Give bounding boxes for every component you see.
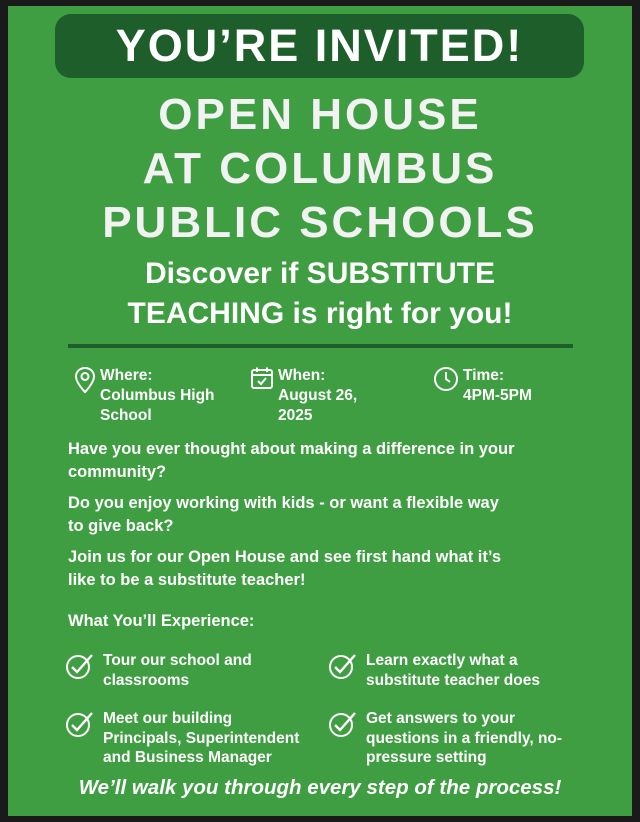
where-value: School [100,407,152,424]
calendar-icon [250,366,274,390]
checkmark-circle-icon [328,652,358,680]
when-value: 2025 [278,407,313,424]
paragraph-line: to give back? [68,517,174,535]
paragraph [68,492,588,538]
checkmark-circle-icon [65,652,95,680]
paragraph [68,438,588,484]
paragraph-line: Have you ever thought about making a difference in your [68,440,515,458]
experience-title: What You’ll Experience: [68,612,255,630]
where-value: Columbus High [100,387,215,404]
when-label: When: [278,367,326,384]
experience-item [328,709,562,768]
where-label: Where: [100,367,153,384]
when-detail [250,366,357,426]
location-pin-icon [74,366,96,394]
experience-item-line: Tour our school and [103,652,252,669]
checkmark-circle-icon [328,710,358,738]
headline-line: OPEN HOUSE [158,90,482,139]
experience-item-line: classrooms [103,671,190,689]
tagline: We’ll walk you through every step of the process! [78,776,562,799]
time-value: 4PM-5PM [463,387,532,404]
when-value: August 26, [278,387,358,404]
where-detail [74,366,215,426]
paragraph [68,546,588,592]
experience-item-line: pressure setting [366,749,487,766]
experience-item [65,651,252,690]
headline-line: AT COLUMBUS [142,144,498,193]
experience-item-line: and Business Manager [103,749,272,766]
experience-item-line: questions in a friendly, no- [366,729,563,747]
experience-item-line: Learn exactly what a [366,652,518,669]
headline [8,88,632,250]
banner-text: YOU’RE INVITED! [115,20,524,71]
paragraph-line: Join us for our Open House and see first hand what it’s [68,548,502,566]
paragraph-line: like to be a substitute teacher! [68,571,306,589]
headline-line: PUBLIC SCHOOLS [102,198,538,247]
experience-item-line: Meet our building [103,710,233,727]
experience-item [328,651,540,690]
experience-item-line: substitute teacher does [366,671,540,689]
time-detail [433,366,532,406]
checkmark-circle-icon [65,710,95,738]
invited-banner [55,14,584,78]
experience-item-line: Principals, Superintendent [103,729,300,747]
paragraph-line: Do you enjoy working with kids - or want a flexible way [68,494,499,512]
subheadline [8,254,632,334]
divider [68,344,573,348]
subhead-line: Discover if SUBSTITUTE [144,257,496,290]
experience-item [65,709,299,768]
subhead-line: TEACHING is right for you! [127,297,513,330]
flyer [8,6,632,816]
clock-icon [433,366,459,392]
experience-item-line: Get answers to your [366,710,516,727]
time-label: Time: [463,367,505,384]
paragraph-line: community? [68,463,167,481]
